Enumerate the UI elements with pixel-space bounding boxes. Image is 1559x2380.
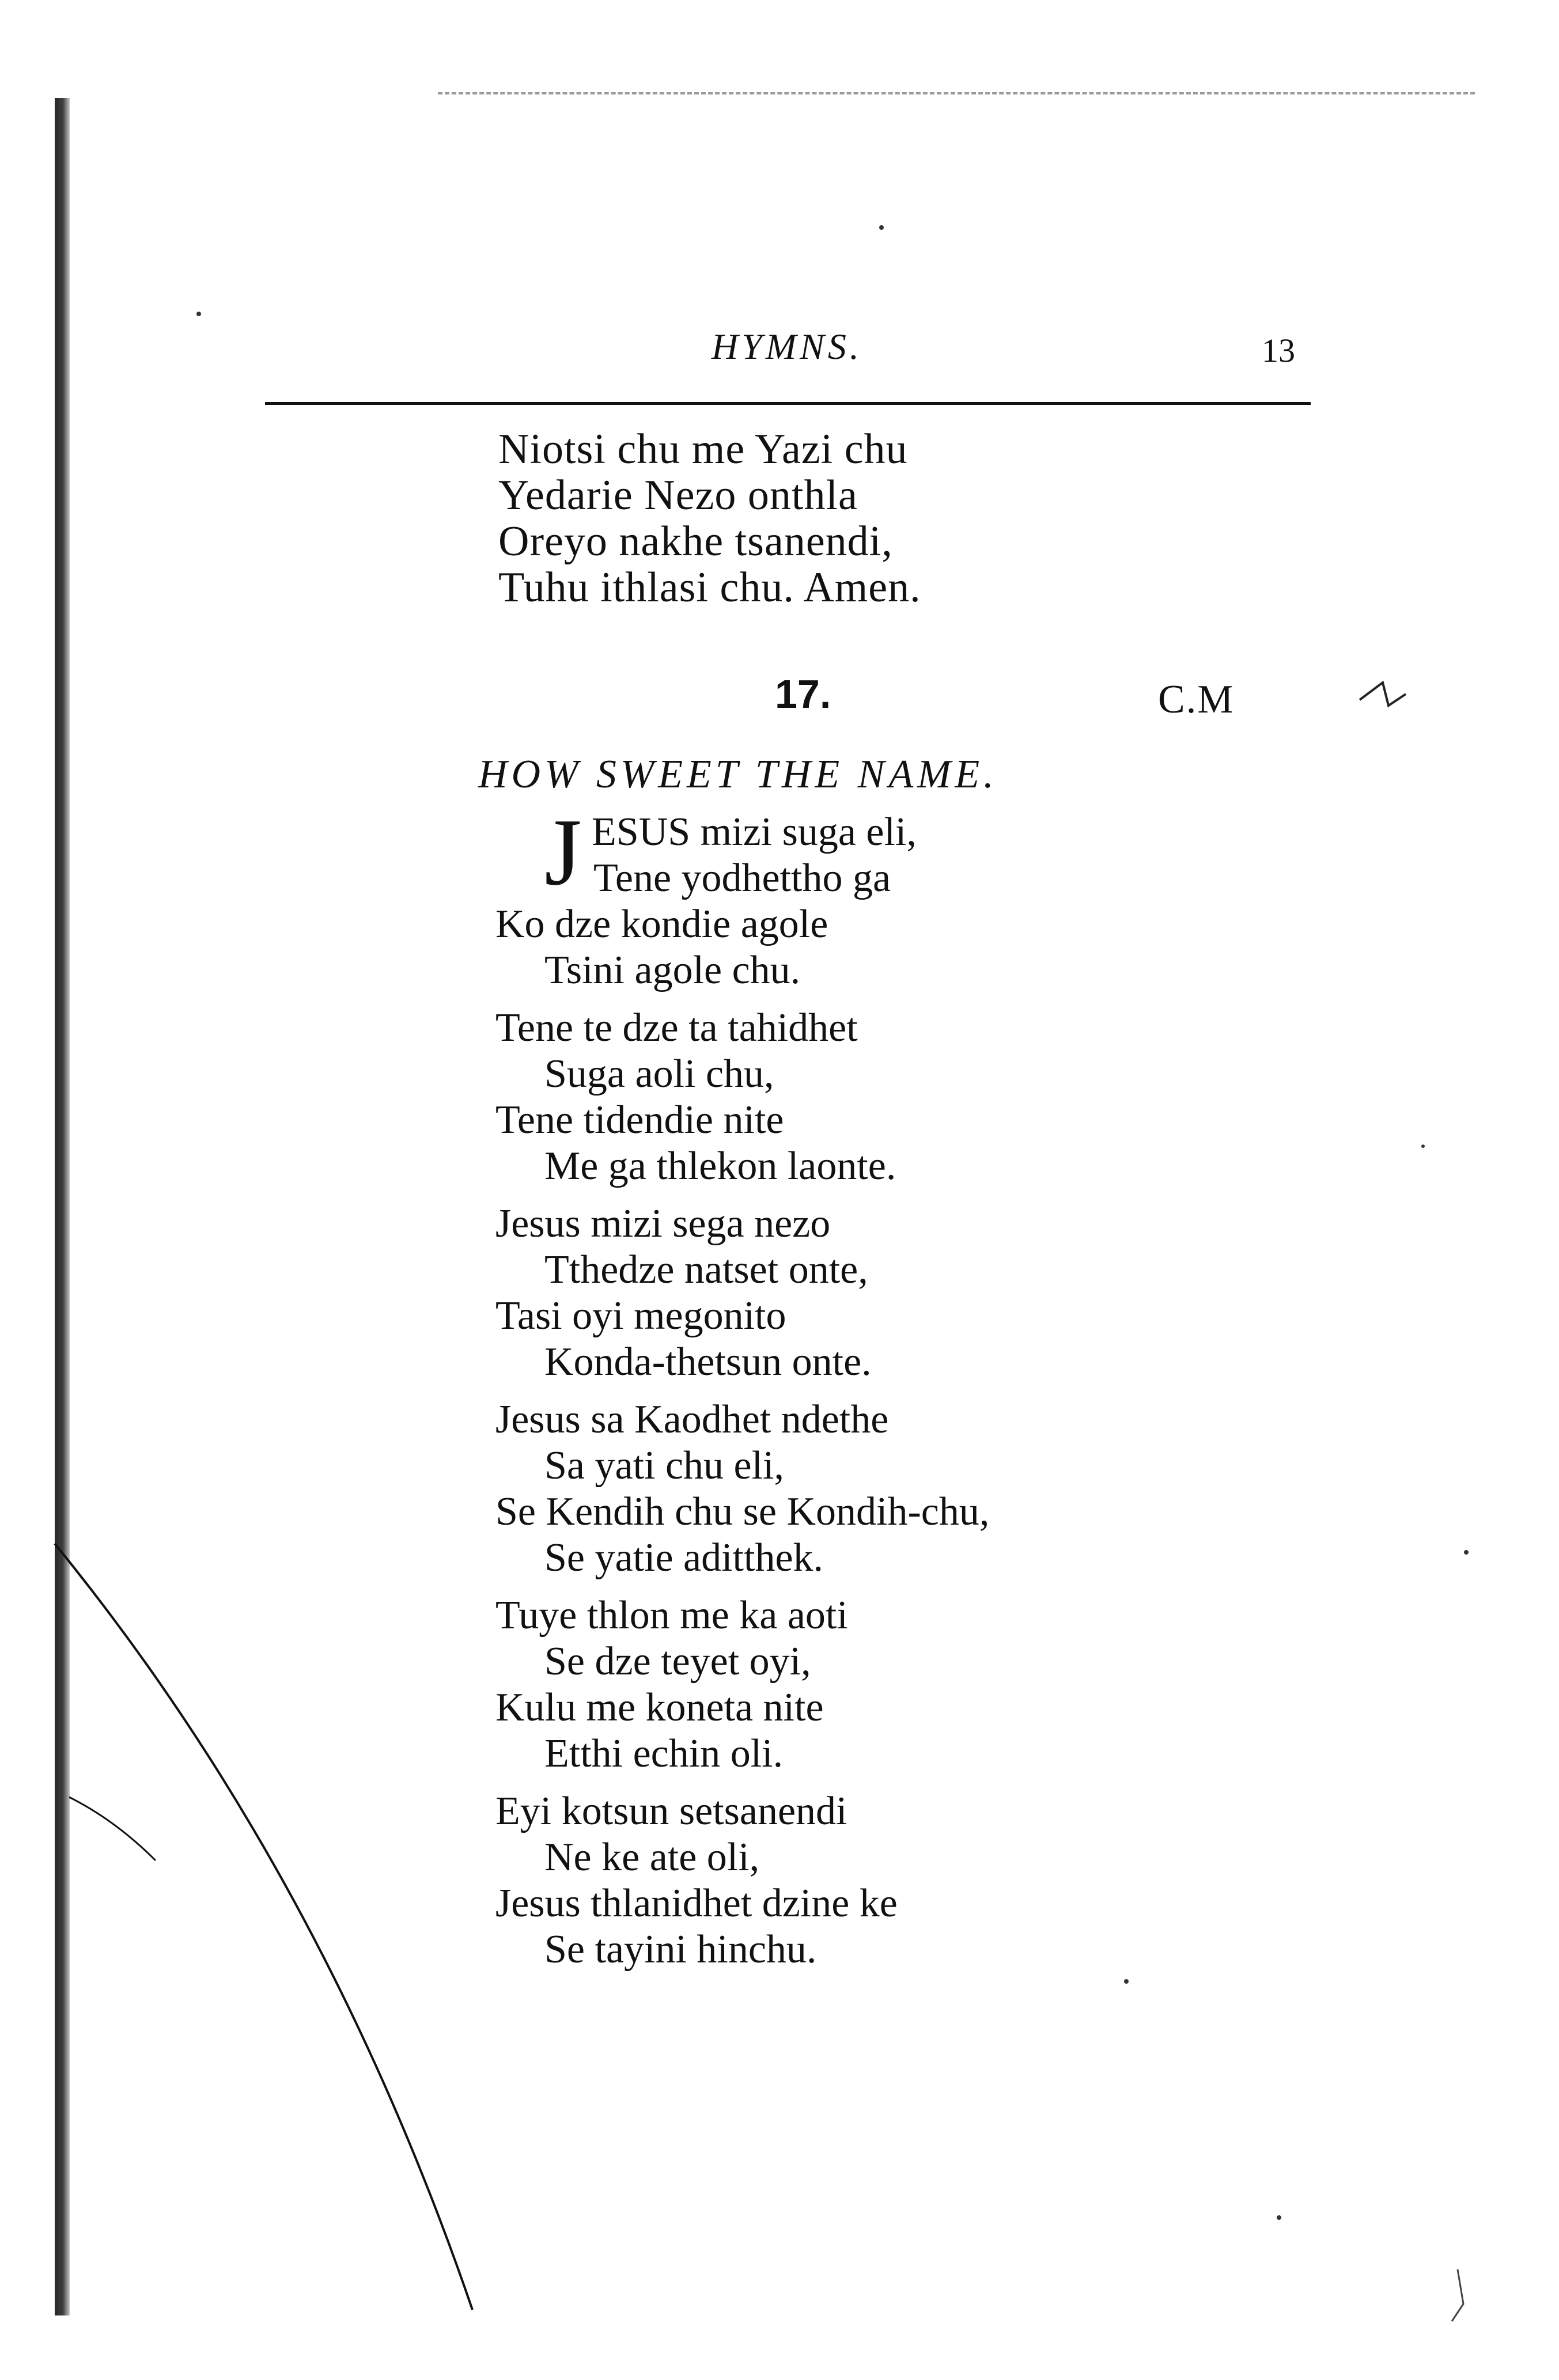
hymn-line: Jesus mizi sega nezo bbox=[495, 1202, 831, 1246]
stanza bbox=[495, 1397, 1351, 1581]
verse-line: Tuhu ithlasi chu. Amen. bbox=[498, 564, 921, 611]
running-title: HYMNS. bbox=[712, 326, 862, 367]
stanza bbox=[495, 1788, 1351, 1973]
hymn-line: Konda-thetsun onte. bbox=[544, 1340, 872, 1384]
hymn-line: Tene yodhettho ga bbox=[593, 856, 891, 900]
verse-line: Oreyo nakhe tsanendi, bbox=[498, 518, 893, 565]
hymn-line: Se dze teyet oyi, bbox=[544, 1639, 811, 1684]
hymn-line: Se Kendih chu se Kondih-chu, bbox=[495, 1490, 990, 1534]
hymn-title: HOW SWEET THE NAME. bbox=[478, 752, 998, 797]
hymn-line: Tene te dze ta tahidhet bbox=[495, 1006, 858, 1050]
header-rule bbox=[265, 402, 1311, 405]
hymn-line: Tthedze natset onte, bbox=[544, 1248, 868, 1292]
previous-hymn-ending bbox=[498, 426, 921, 611]
hymn-line: Jesus thlanidhet dzine ke bbox=[495, 1881, 898, 1926]
stanza bbox=[495, 1593, 1351, 1777]
hymn-line: Eyi kotsun setsanendi bbox=[495, 1789, 847, 1833]
hymn-line: Se yatie aditthek. bbox=[544, 1536, 824, 1580]
hymn-line: Suga aoli chu, bbox=[544, 1052, 774, 1096]
hymn-line: ESUS mizi suga eli, bbox=[592, 810, 917, 854]
page-number: 13 bbox=[1262, 332, 1295, 369]
stanza bbox=[495, 1005, 1351, 1189]
hymn-meter: C.M bbox=[1158, 677, 1235, 722]
hymn-line: Tasi oyi megonito bbox=[495, 1294, 786, 1338]
drop-cap: J bbox=[544, 799, 582, 905]
hymn-line: Jesus sa Kaodhet ndethe bbox=[495, 1397, 889, 1442]
hymn-line: Kulu me koneta nite bbox=[495, 1685, 824, 1730]
hymn-line: Tene tidendie nite bbox=[495, 1098, 784, 1142]
hymn-body bbox=[495, 799, 1351, 1984]
hymn-line: Me ga thlekon laonte. bbox=[544, 1144, 896, 1188]
verse-line: Yedarie Nezo onthla bbox=[498, 472, 858, 519]
hymn-line: Se tayini hinchu. bbox=[544, 1927, 817, 1972]
verse-line: Niotsi chu me Yazi chu bbox=[498, 426, 908, 473]
hymn-line: Etthi echin oli. bbox=[544, 1731, 784, 1776]
hymn-line: Ne ke ate oli, bbox=[544, 1835, 760, 1879]
stanza bbox=[495, 1201, 1351, 1385]
hymn-number: 17. bbox=[775, 672, 831, 717]
hymn-line: Tsini agole chu. bbox=[544, 948, 801, 992]
hymn-line: Ko dze kondie agole bbox=[495, 902, 828, 946]
hymn-line: Sa yati chu eli, bbox=[544, 1443, 785, 1488]
hymn-line: Tuye thlon me ka aoti bbox=[495, 1593, 848, 1638]
running-head bbox=[265, 325, 1302, 395]
stanza bbox=[495, 799, 1351, 994]
